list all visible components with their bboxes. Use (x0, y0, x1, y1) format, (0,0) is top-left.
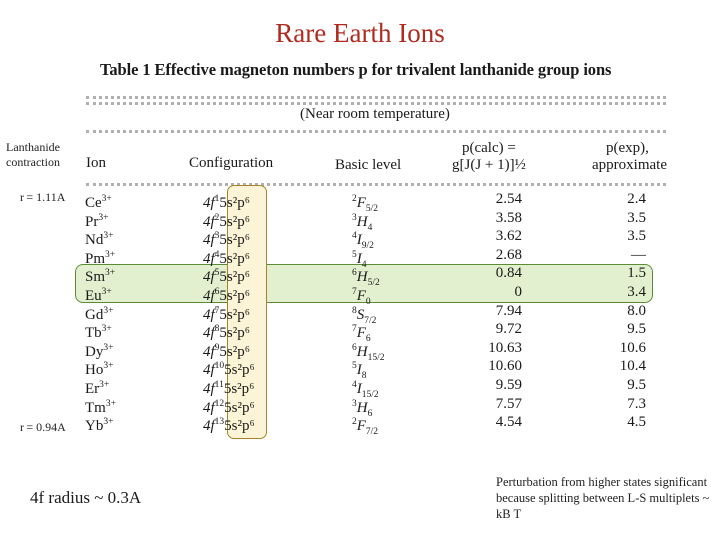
level-J: 6 (365, 334, 371, 345)
level-J: 15/2 (361, 389, 379, 400)
radius-bottom-label: r = 0.94A (20, 420, 66, 434)
ion-name: Ho (85, 362, 104, 379)
p-calc-value: 3.62 (495, 228, 522, 245)
table-row (0, 357, 720, 382)
config-5s2p6: 5s²p⁶ (219, 306, 250, 323)
table-row (0, 209, 720, 233)
ion-name: Nd (85, 232, 104, 249)
level-J: 5/2 (365, 204, 379, 214)
config-4f: 4f (203, 418, 215, 435)
p-exp-value: 2.4 (627, 191, 646, 207)
config-4f: 4f (203, 287, 215, 304)
config-4f: 4f (203, 325, 215, 342)
p-exp-value: — (631, 246, 646, 263)
level-L: I (356, 380, 362, 397)
ion-charge: 3+ (103, 342, 114, 353)
config-5s2p6: 5s²p⁶ (219, 250, 250, 267)
ion-charge: 3+ (103, 417, 114, 428)
p-calc-value: 2.68 (495, 246, 522, 263)
ion-charge: 3+ (105, 249, 116, 260)
level-L: H (356, 269, 368, 286)
header-p-exp-line2: approximate (592, 157, 667, 173)
config-4f-count: 13 (214, 417, 225, 428)
level-J: 7/2 (364, 315, 377, 326)
p-calc-value: 9.59 (495, 376, 522, 393)
p-calc-value: 10.63 (488, 339, 522, 356)
config-4f: 4f (203, 232, 215, 249)
ion-name: Pm (85, 250, 106, 267)
table-caption: Table 1 Effective magneton numbers p for trivalent lanthanide group ions (100, 60, 612, 79)
ion-name: Tm (85, 399, 106, 416)
config-4f: 4f (203, 250, 215, 267)
ion-charge: 3+ (98, 212, 109, 223)
ion-table-body (0, 190, 720, 438)
ion-name: Tb (85, 325, 102, 342)
ion-name: Dy (85, 343, 104, 360)
level-L: F (356, 195, 366, 211)
config-5s2p6: 5s²p⁶ (219, 325, 250, 342)
ion-charge: 3+ (99, 379, 110, 390)
dotted-rule (86, 102, 666, 105)
config-4f: 4f (203, 306, 215, 323)
table-row (0, 376, 720, 400)
ion-charge: 3+ (105, 398, 116, 409)
level-J: 15/2 (367, 352, 385, 363)
p-calc-value: 2.54 (495, 191, 522, 207)
ion-name: Pr (85, 213, 99, 230)
config-4f-count: 5 (214, 268, 220, 279)
level-multiplicity: 3 (352, 212, 357, 223)
table-row (0, 190, 720, 214)
table-subtitle: (Near room temperature) (300, 106, 450, 122)
level-L: I (356, 250, 362, 267)
level-multiplicity: 4 (352, 379, 357, 390)
config-5s2p6: 5s²p⁶ (219, 269, 250, 286)
p-calc-value: 10.60 (488, 358, 522, 375)
level-multiplicity: 6 (352, 268, 357, 279)
p-exp-value: 10.4 (619, 358, 646, 375)
config-4f-count: 2 (214, 212, 220, 223)
ion-charge: 3+ (101, 286, 112, 297)
p-exp-value: 9.5 (627, 376, 646, 393)
header-p-calc-line1: p(calc) = (462, 140, 516, 156)
p-calc-value: 7.94 (495, 302, 522, 319)
config-5s2p6: 5s²p⁶ (223, 380, 255, 397)
table-row (0, 339, 720, 363)
dotted-rule (86, 96, 666, 99)
p-calc-value: 0.84 (495, 265, 522, 282)
config-4f-count: 6 (214, 286, 220, 297)
ion-charge: 3+ (103, 305, 114, 316)
perturbation-note: Perturbation from higher states significant because splitting between L-S multiplets ~ kB T (496, 475, 710, 521)
header-configuration: Configuration (189, 155, 274, 171)
p-exp-value: 3.4 (627, 283, 646, 300)
config-4f-count: 10 (214, 361, 225, 372)
config-4f: 4f (203, 399, 215, 416)
config-4f-count: 8 (214, 324, 220, 335)
table-row (0, 302, 720, 326)
p-exp-value: 1.5 (627, 265, 646, 282)
config-4f-count: 4 (214, 249, 220, 260)
ion-charge: 3+ (101, 194, 112, 204)
table-row (0, 283, 720, 307)
p-calc-value: 9.72 (495, 321, 522, 338)
p-exp-value: 9.5 (627, 321, 646, 338)
config-4f: 4f (203, 380, 215, 397)
p-exp-value: 3.5 (627, 209, 646, 226)
level-multiplicity: 2 (352, 194, 357, 204)
table-row (0, 395, 720, 419)
level-L: F (356, 325, 366, 342)
p-calc-value: 7.57 (495, 395, 522, 412)
config-5s2p6: 5s²p⁶ (224, 362, 255, 379)
ion-name: Yb (85, 418, 104, 435)
level-multiplicity: 4 (352, 231, 357, 242)
table-row (0, 227, 720, 252)
header-p-calc-line2: g[J(J + 1)]½ (452, 157, 526, 173)
header-ion: Ion (86, 155, 106, 171)
p-exp-value: 3.5 (627, 228, 646, 245)
config-5s2p6: 5s²p⁶ (219, 232, 250, 249)
header-p-exp-line1: p(exp), (606, 140, 649, 156)
table-row (0, 413, 720, 438)
radius-top-label: r = 1.11A (20, 190, 66, 204)
level-L: H (356, 399, 368, 416)
ion-charge: 3+ (103, 231, 114, 242)
p-exp-value: 7.3 (627, 395, 646, 412)
config-4f: 4f (203, 343, 215, 360)
lanthanide-contraction-label: Lanthanide contraction (6, 140, 60, 169)
level-multiplicity: 6 (352, 342, 357, 353)
config-5s2p6: 5s²p⁶ (219, 213, 250, 230)
config-4f: 4f (203, 195, 215, 211)
level-J: 8 (361, 371, 367, 382)
slide-title: Rare Earth Ions (275, 18, 445, 48)
ion-name: Sm (85, 269, 106, 286)
ion-name: Er (85, 380, 100, 397)
level-J: 9/2 (361, 241, 374, 252)
config-4f: 4f (203, 213, 215, 230)
config-5s2p6: 5s²p⁶ (219, 343, 250, 360)
p-exp-value: 4.5 (627, 414, 646, 431)
table-row (0, 246, 720, 270)
level-L: H (356, 343, 368, 360)
level-L: F (356, 418, 366, 435)
p-calc-value: 3.58 (495, 209, 522, 226)
header-basic-level: Basic level (335, 157, 402, 173)
ion-name: Gd (85, 306, 104, 323)
p-exp-value: 8.0 (627, 302, 646, 319)
p-calc-value: 0 (514, 283, 522, 300)
config-4f: 4f (203, 362, 215, 379)
level-J: 0 (365, 296, 371, 307)
level-J: 5/2 (367, 278, 380, 289)
level-multiplicity: 7 (352, 324, 357, 335)
config-5s2p6: 5s²p⁶ (219, 195, 250, 211)
dotted-rule (86, 183, 666, 186)
ion-charge: 3+ (103, 361, 114, 372)
level-J: 6 (367, 408, 373, 419)
level-multiplicity: 8 (352, 305, 357, 316)
electron-configuration (203, 413, 283, 436)
config-4f-count: 3 (214, 231, 220, 242)
config-4f-count: 9 (214, 342, 220, 353)
ion-name: Eu (85, 287, 102, 304)
p-exp-value: 10.6 (619, 339, 646, 356)
level-multiplicity: 7 (352, 286, 357, 297)
basic-level (352, 413, 432, 442)
config-4f-count: 7 (214, 305, 220, 316)
table-row (0, 320, 720, 345)
level-J: 4 (367, 222, 373, 233)
level-L: F (356, 287, 366, 304)
dotted-rule (86, 130, 666, 133)
ion-charge: 3+ (105, 268, 116, 279)
level-multiplicity: 5 (352, 361, 357, 372)
level-multiplicity: 5 (352, 249, 357, 260)
ion-symbol (85, 413, 145, 436)
config-4f-count: 12 (214, 398, 225, 409)
level-multiplicity: 2 (352, 417, 357, 428)
config-4f-count: 11 (214, 379, 224, 390)
ion-name: Ce (85, 195, 102, 211)
level-J: 4 (361, 259, 367, 270)
ion-charge: 3+ (101, 324, 112, 335)
level-L: H (356, 213, 368, 230)
level-multiplicity: 3 (352, 398, 357, 409)
4f-radius-note: 4f radius ~ 0.3A (30, 488, 142, 507)
level-J: 7/2 (365, 427, 379, 438)
config-4f-count: 1 (214, 194, 220, 204)
config-5s2p6: 5s²p⁶ (219, 287, 250, 304)
config-5s2p6: 5s²p⁶ (224, 399, 255, 416)
level-L: I (356, 362, 362, 379)
config-5s2p6: 5s²p⁶ (224, 418, 255, 435)
config-4f: 4f (203, 269, 215, 286)
p-calc-value: 4.54 (495, 414, 522, 431)
level-L: I (356, 232, 362, 249)
table-row (0, 264, 720, 289)
level-L: S (356, 306, 365, 323)
